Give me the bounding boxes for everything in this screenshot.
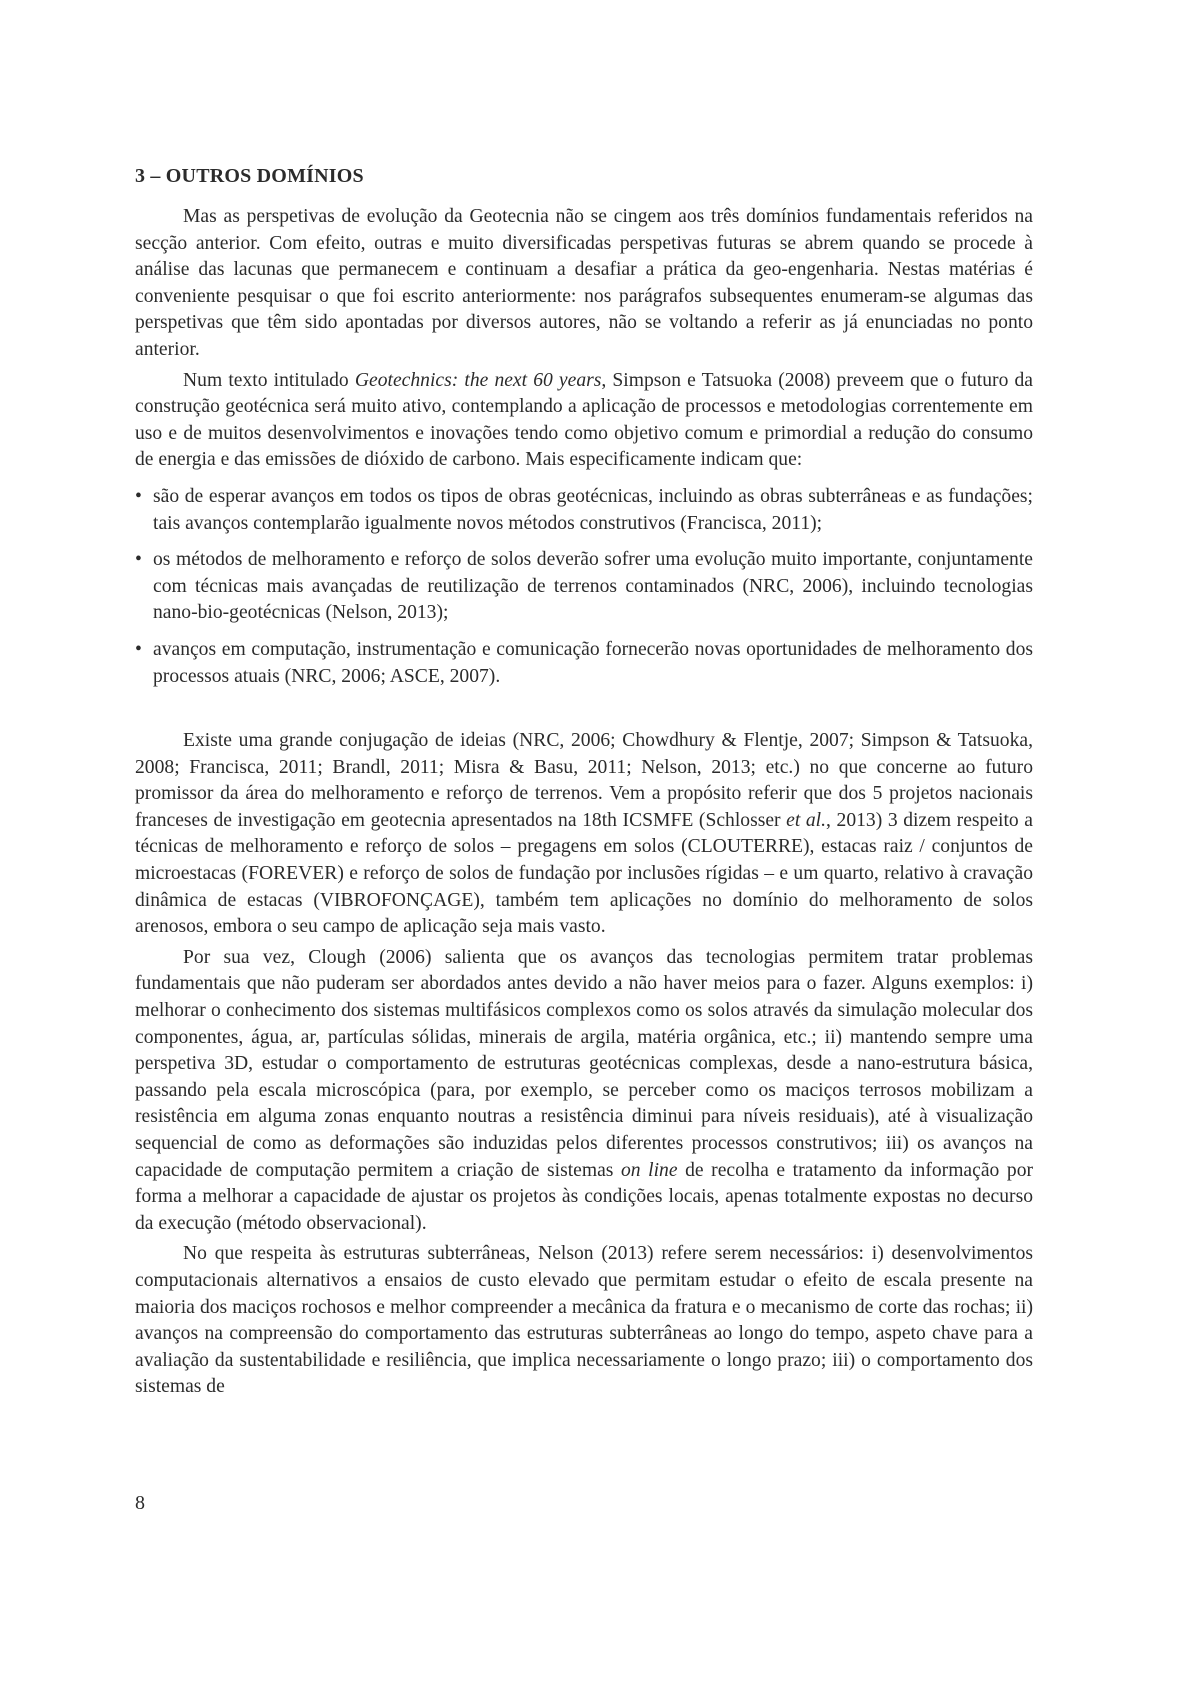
paragraph-text: Existe uma grande conjugação de ideias (NRC, 2006; Chowdhury & Flentje, 2007; Simpson & Tatsuoka, 2008; Francisca, 2011; Brandl, 2011; Misra & Basu, 2011; Nelson, 2013; etc.) no que concerne ao futuro promissor da área do melhoramento e reforço de terrenos. Vem a propósito referir que dos 5 projetos nacionais franceses de investigação em geotecnia apresentados na 18th ICSMFE (Schlosser <box>135 730 1033 831</box>
term-italic: on line <box>620 1159 678 1181</box>
page-number: 8 <box>135 1492 145 1514</box>
book-title: Geotechnics: the next 60 years <box>354 369 602 391</box>
paragraph-intro: Mas as perspetivas de evolução da Geotecnia não se cingem aos três domínios fundamentais referidos na secção anterior. Com efeito, outras e muito diversificadas perspetivas futuras se abrem quando se procede à análise das lacunas que permanecem e continuam a desafiar a prática da geo-engenharia. Nestas matérias é conveniente pesquisar o que foi escrito anteriormente: nos parágrafos subsequentes enumeram-se algumas das perspetivas que têm sido apontadas por diversos autores, não se voltando a referir as já enunciadas no ponto anterior. <box>135 206 1033 360</box>
paragraph-simpson-tatsuoka <box>135 368 1033 474</box>
paragraph-conjugation <box>135 728 1033 941</box>
paragraph-text: , 2013) 3 dizem respeito a técnicas de melhoramento e reforço de solos – pregagens em solos (CLOUTERRE), estacas raiz / conjuntos de microestacas (FOREVER) e reforço de solos de fundação por inclusões rígidas – e um quarto, relativo à cravação dinâmica de estacas (VIBROFONÇAGE), também tem aplicações no domínio do melhoramento de solos arenosos, embora o seu campo de aplicação seja mais vasto. <box>135 809 1033 938</box>
citation-italic: et al. <box>786 809 827 831</box>
list-item-text: são de esperar avanços em todos os tipos de obras geotécnicas, incluindo as obras subterrâneas e as fundações; tais avanços contemplarão igualmente novos métodos construtivos (Francisca, 2011); <box>153 485 1033 534</box>
bullet-icon: • <box>135 638 142 660</box>
list-item <box>135 547 1033 627</box>
page-body <box>135 165 1033 1405</box>
paragraph-text: Por sua vez, Clough (2006) salienta que os avanços das tecnologias permitem tratar problemas fundamentais que não puderam ser abordados antes devido a não haver meios para o fazer. Alguns exemplos: i) melhorar o conhecimento dos sistemas multifásicos complexos como os solos através da simulação molecular dos componentes, água, ar, partículas sólidas, minerais de argila, matéria orgânica, etc.; ii) mantendo sempre uma perspetiva 3D, estudar o comportamento de estruturas geotécnicas complexas, desde a nano-estrutura básica, passando pela escala microscópica (para, por exemplo, se perceber como os maciços terrosos mobilizam a resistência em alguma zonas enquanto noutras a resistência diminui para níveis residuais), até à visualização sequencial de como as deformações são induzidas pelos diferentes processos construtivos; iii) os avanços na capacidade de computação permitem a criação de sistemas <box>135 946 1033 1181</box>
paragraph-text: de recolha e tratamento da informação por forma a melhorar a capacidade de ajustar os projetos às condições locais, apenas totalmente expostas no decurso da execução (método observacional). <box>135 1159 1034 1234</box>
paragraph-clough <box>135 945 1033 1238</box>
spacer <box>135 700 1033 728</box>
bullet-icon: • <box>135 549 142 571</box>
list-item-text: os métodos de melhoramento e reforço de solos deverão sofrer uma evolução muito importante, conjuntamente com técnicas mais avançadas de reutilização de terrenos contaminados (NRC, 2006), incluindo tecnologias nano-bio-geotécnicas (Nelson, 2013); <box>153 549 1033 624</box>
list-item <box>135 484 1033 537</box>
paragraph-text: Num texto intitulado <box>183 369 355 391</box>
bullet-icon: • <box>135 485 142 507</box>
section-heading: 3 – OUTROS DOMÍNIOS <box>135 165 364 187</box>
paragraph-text: , Simpson e Tatsuoka (2008) preveem que o futuro da construção geotécnica será muito ativo, contemplando a aplicação de processos e metodologias correntemente em uso e de muitos desenvolvimentos e inovações tendo como objetivo comum e primordial a redução do consumo de energia e das emissões de dióxido de carbono. Mais especificamente indicam que: <box>135 369 1033 471</box>
paragraph-nelson: No que respeita às estruturas subterrâneas, Nelson (2013) refere serem necessários: i) desenvolvimentos computacionais alternativos a ensaios de custo elevado que permitam estudar o efeito de escala presente na maioria dos maciços rochosos e melhor compreender a mecânica da fratura e o mecanismo de corte das rochas; ii) avanços na compreensão do comportamento das estruturas subterrâneas ao longo do tempo, aspeto chave para a avaliação da sustentabilidade e resiliência, que implica necessariamente o longo prazo; iii) o comportamento dos sistemas de <box>135 1243 1033 1398</box>
list-item <box>135 637 1033 690</box>
bullet-list <box>135 484 1033 690</box>
list-item-text: avanços em computação, instrumentação e comunicação fornecerão novas oportunidades de melhoramento dos processos atuais (NRC, 2006; ASCE, 2007). <box>153 638 1033 687</box>
